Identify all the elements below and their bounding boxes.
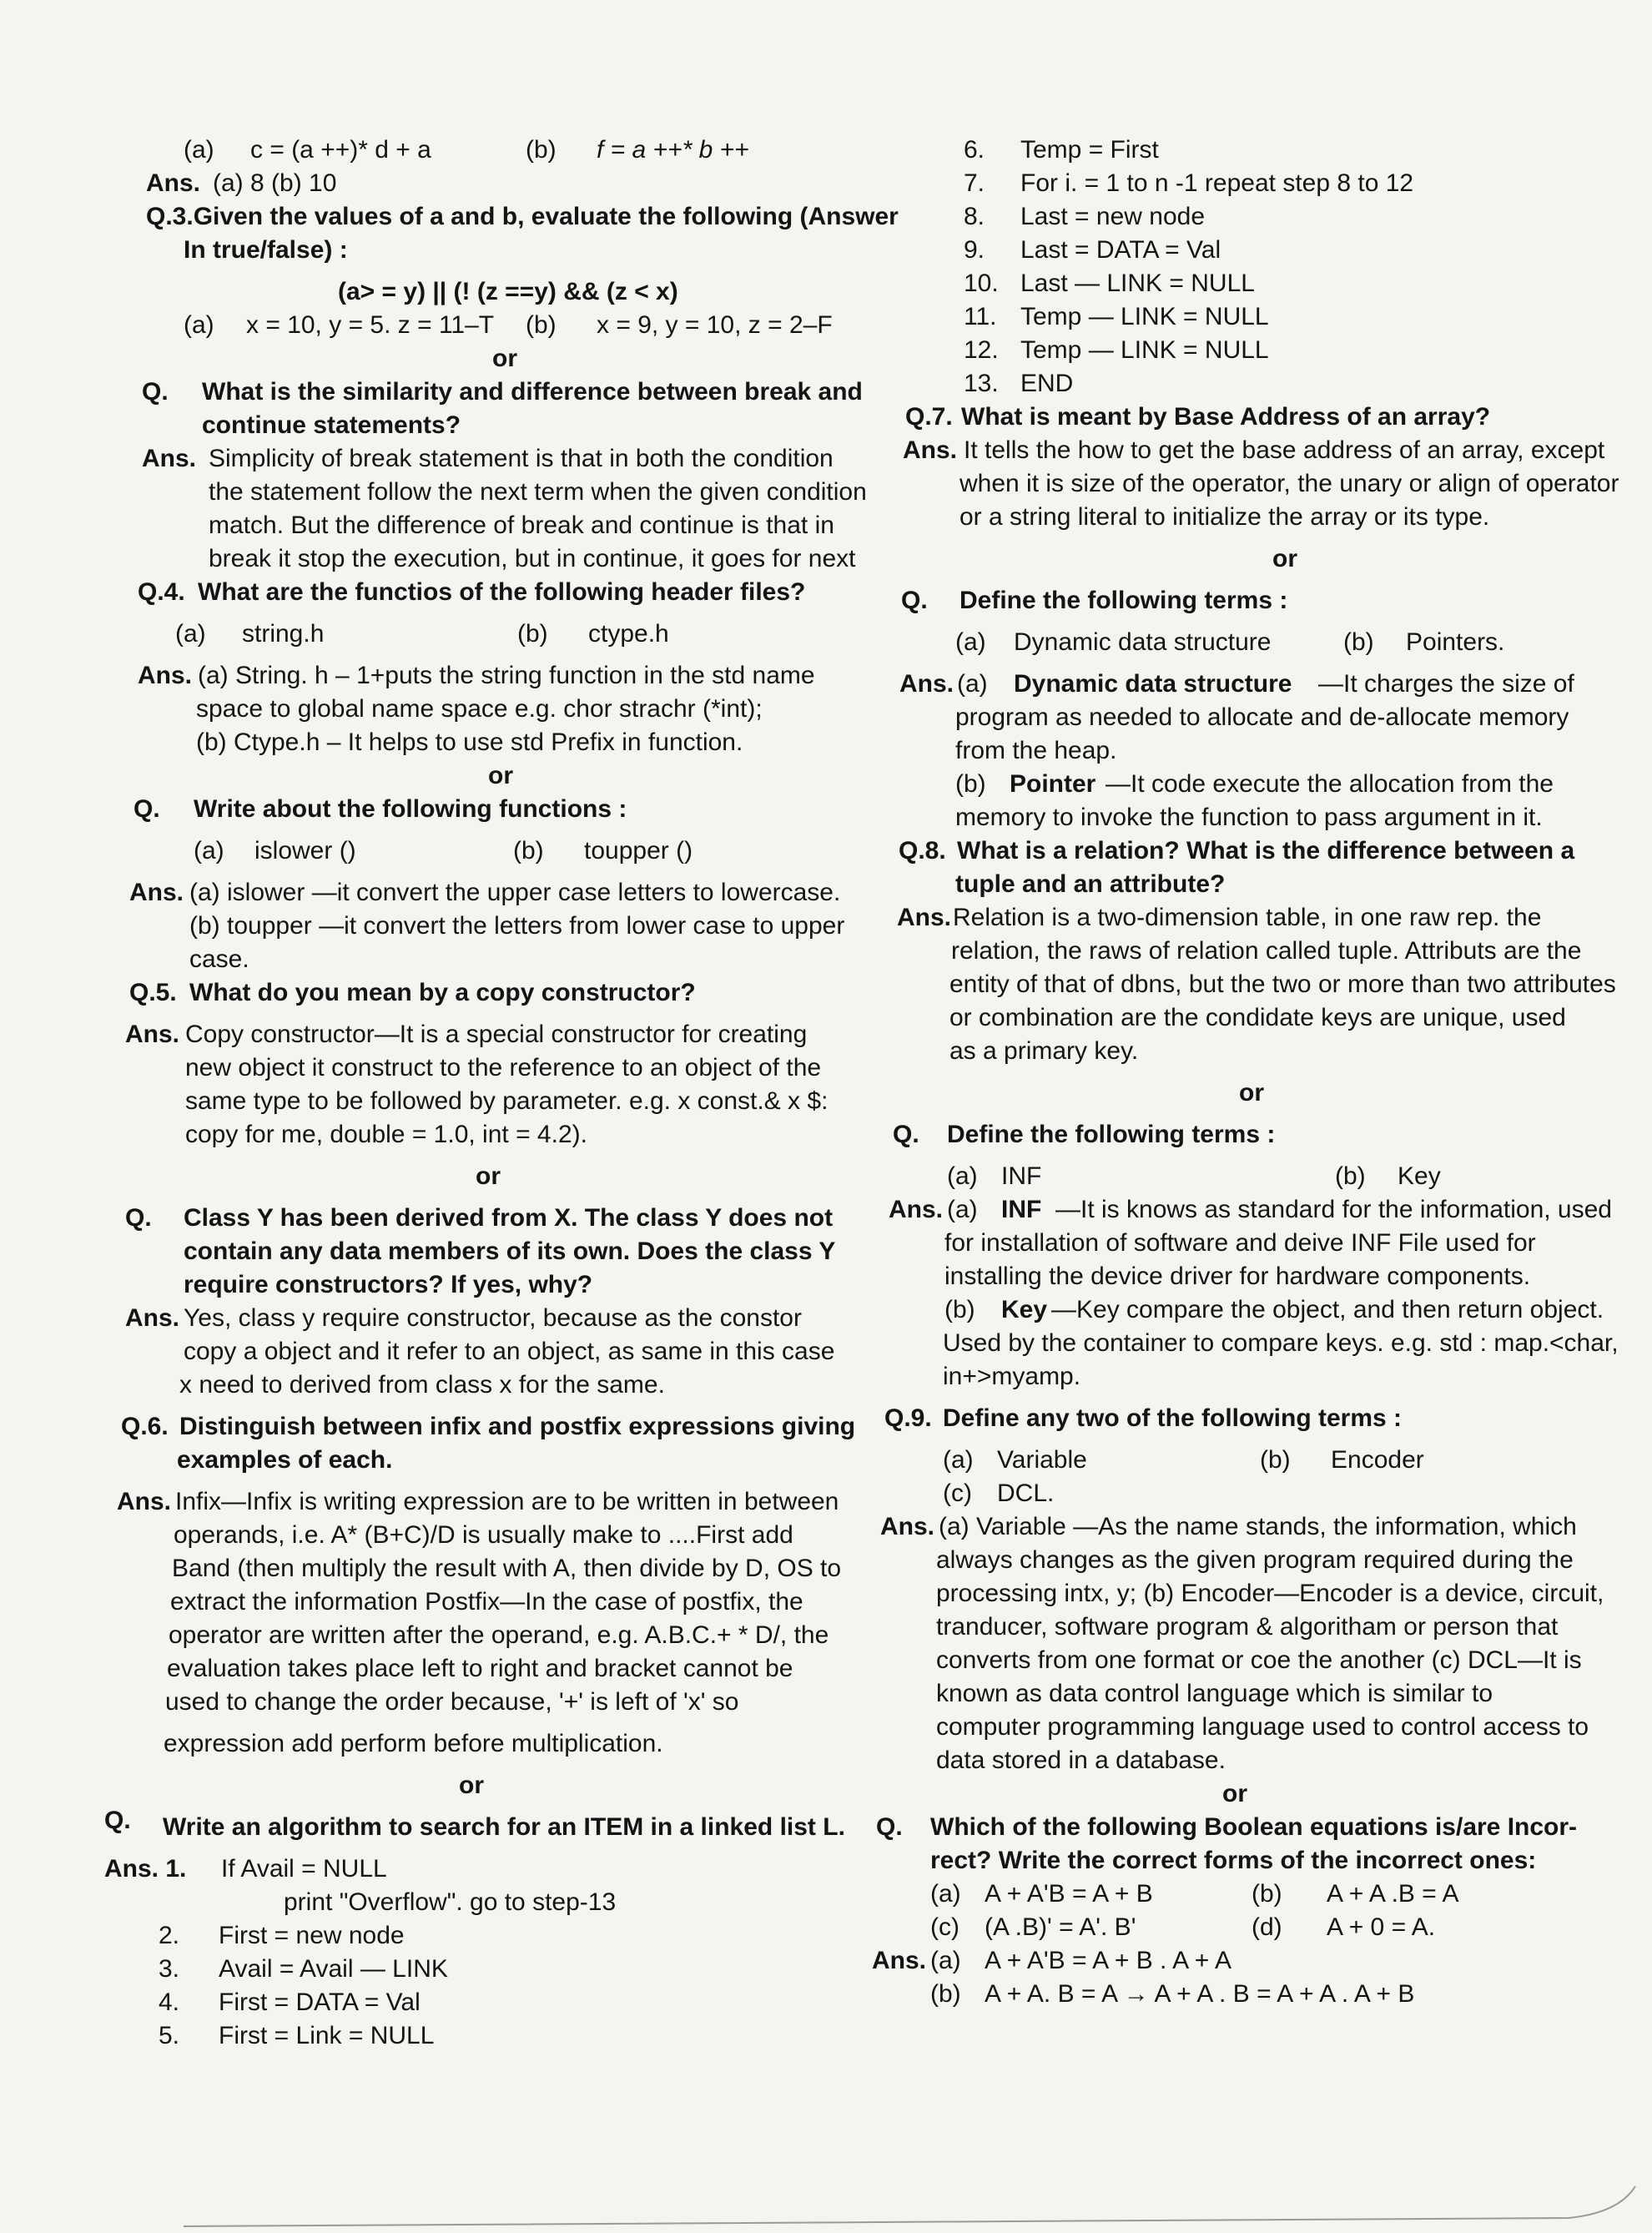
step-text: Temp = First (1020, 136, 1159, 164)
step-text: Last — LINK = NULL (1020, 270, 1255, 297)
step-number: 2. (159, 1922, 180, 1949)
answer-label: Ans. (129, 879, 184, 906)
step-text: For i. = 1 to n -1 repeat step 8 to 12 (1020, 169, 1414, 197)
option-label: (d) (1252, 1913, 1282, 1941)
answer-line (125, 726, 876, 759)
answer-text: (a) Variable —As the name stands, the information, which (939, 1513, 1577, 1540)
question-heading (125, 793, 876, 826)
option-text: x = 9, y = 10, z = 2–F (597, 311, 833, 339)
answer-line (884, 1677, 1619, 1711)
question-heading (125, 976, 876, 1010)
answer-line (880, 1510, 1619, 1544)
option-label: (c) (930, 1913, 959, 1941)
question-text: In true/false) : (184, 236, 348, 264)
question-text: Define any two of the following terms : (943, 1404, 1403, 1432)
step-text: If Avail = NULL (221, 1855, 387, 1883)
algorithm-step (125, 1919, 876, 1953)
answer-label: Ans. (897, 904, 952, 931)
answer-line (872, 1944, 1619, 1978)
answer-line (125, 943, 876, 976)
option-label: (a) (943, 1446, 974, 1474)
question-text: Class Y has been derived from X. The class Y does not (184, 1204, 834, 1232)
answer-line (884, 1577, 1619, 1610)
or-separator: or (492, 345, 517, 372)
step-number: 13. (964, 370, 999, 397)
answer-label: Ans. (142, 445, 197, 472)
question-heading (884, 401, 1619, 434)
question-text: Q.3.Given the values of a and b, evaluate the following (Answer (146, 203, 899, 230)
option-text: Encoder (1331, 1446, 1424, 1474)
question-text: continue statements? (202, 411, 461, 439)
answer-line (125, 910, 876, 943)
step-number: 4. (159, 1989, 180, 2016)
option-text: (A .B)' = A'. B' (985, 1913, 1136, 1941)
option-line (884, 1160, 1619, 1193)
answer-text: It tells the how to get the base address of an array, except (964, 436, 1605, 464)
question-heading (884, 584, 1619, 617)
answer-line (125, 167, 876, 200)
step-number: 10. (964, 270, 999, 297)
answer-text: Simplicity of break statement is that in both the condition (209, 445, 834, 472)
option-line (125, 834, 876, 868)
question-heading (884, 1118, 1619, 1152)
option-line (125, 309, 876, 342)
question-heading (125, 1235, 876, 1268)
answer-text: (a) String. h – 1+puts the string function in the std name (198, 662, 815, 689)
answer-text: new object it construct to the reference to an object of the (185, 1054, 822, 1081)
answer-text: evaluation takes place left to right and bracket cannot be (167, 1655, 793, 1682)
answer-line (884, 1360, 1619, 1394)
question-heading (125, 1202, 876, 1235)
algorithm-step (884, 334, 1619, 367)
answer-text: —It charges the size of (1318, 670, 1574, 698)
answer-line (125, 476, 876, 509)
answer-text: program as needed to allocate and de-allocate memory (955, 703, 1569, 731)
option-text: x = 10, y = 5. z = 11–T (246, 311, 495, 339)
question-heading (884, 834, 1619, 868)
answer-text: Infix—Infix is writing expression are to be written in between (175, 1488, 839, 1515)
option-line (125, 617, 876, 651)
algorithm-step (125, 1886, 876, 1919)
answer-label: Ans. (880, 1513, 935, 1540)
question-heading (104, 1807, 876, 1844)
answer-text: break it stop the execution, but in continue, it goes for next (209, 545, 856, 572)
answer-line (125, 1118, 876, 1152)
option-label: (b) (1343, 628, 1374, 656)
question-label: Q.8. (899, 837, 946, 864)
option-text: INF (1001, 1162, 1042, 1190)
answer-text: in+>myamp. (943, 1363, 1081, 1390)
answer-line (125, 1652, 876, 1686)
answer-line (884, 1610, 1619, 1644)
option-label: (b) (526, 311, 557, 339)
answer-text: as a primary key. (949, 1037, 1139, 1065)
answer-text: Copy constructor—It is a special constructor for creating (185, 1021, 808, 1048)
step-number: 11. (964, 303, 997, 330)
answer-sub-label: (b) (955, 770, 986, 798)
question-text: Which of the following Boolean equations is/are Incor- (930, 1813, 1578, 1841)
option-text: toupper () (584, 837, 693, 864)
option-label: (a) (955, 628, 986, 656)
algorithm-step (884, 134, 1619, 167)
option-text: DCL. (997, 1479, 1055, 1507)
question-label: Q. (133, 795, 160, 823)
step-text: Last = new node (1020, 203, 1206, 230)
step-text: First = DATA = Val (219, 1989, 421, 2016)
answer-text: case. (189, 945, 249, 973)
answer-line (884, 1260, 1619, 1293)
option-label: (a) (175, 620, 206, 648)
option-text: islower () (254, 837, 356, 864)
algorithm-step (125, 1953, 876, 1986)
answer-text: installing the device driver for hardware components. (944, 1263, 1531, 1290)
option-label: (a) (184, 311, 214, 339)
answer-line (884, 734, 1619, 768)
algorithm-step (884, 200, 1619, 234)
answer-label: Ans. (146, 169, 201, 197)
option-text: Pointers. (1406, 628, 1505, 656)
answer-text: processing intx, y; (b) Encoder—Encoder is a device, circuit, (936, 1580, 1604, 1607)
answer-line (125, 876, 876, 910)
question-text: Distinguish between infix and postfix expressions giving (179, 1413, 856, 1440)
answer-label: Ans. (125, 1304, 180, 1332)
question-text: What is the similarity and difference between break and (202, 378, 863, 406)
answer-term: Pointer (1010, 770, 1096, 798)
answer-line (884, 1644, 1619, 1677)
answer-text: computer programming language used to control access to (936, 1713, 1589, 1741)
answer-line (125, 1727, 876, 1761)
answer-text: expression add perform before multiplication. (164, 1730, 663, 1757)
question-heading (884, 1844, 1619, 1878)
answer-text: relation, the raws of relation called tuple. Attributs are the (951, 937, 1582, 965)
option-text: A + A'B = A + B (985, 1880, 1153, 1908)
question-text: What is meant by Base Address of an array? (961, 403, 1491, 431)
answer-line (884, 434, 1619, 467)
answer-line (884, 467, 1619, 501)
option-text: f = a ++* b ++ (597, 136, 749, 164)
answer-sub-label: (b) (944, 1296, 975, 1323)
answer-line (125, 659, 876, 693)
answer-text: A + A. B = A → A + A . B = A + A . A + B (985, 1980, 1415, 2008)
answer-label: Ans. (903, 436, 958, 464)
question-label: Q. (901, 587, 928, 614)
question-text: Define the following terms : (947, 1121, 1276, 1148)
question-label: Q.7. (905, 403, 953, 431)
answer-text: tranducer, software program & algoritham or person that (936, 1613, 1559, 1641)
question-heading (884, 1402, 1619, 1435)
step-number: 5. (159, 2022, 180, 2049)
or-separator: or (459, 1772, 484, 1799)
answer-line (884, 1227, 1619, 1260)
option-label: (b) (526, 136, 557, 164)
algorithm-step (125, 1986, 876, 2019)
step-text: First = new node (219, 1922, 405, 1949)
answer-text: (b) toupper —it convert the letters from lower case to upper (189, 912, 845, 940)
option-text: Key (1398, 1162, 1441, 1190)
option-text: Variable (997, 1446, 1087, 1474)
question-text: Write about the following functions : (194, 795, 627, 823)
question-label: Q. (876, 1813, 903, 1841)
answer-text: Relation is a two-dimension table, in one raw rep. the (953, 904, 1542, 931)
option-text: ctype.h (588, 620, 669, 648)
answer-line (125, 1619, 876, 1652)
step-number: 8. (964, 203, 985, 230)
answer-line (884, 968, 1619, 1001)
step-text: First = Link = NULL (219, 2022, 435, 2049)
page-edge-line (0, 2153, 1652, 2233)
answer-text: always changes as the given program required during the (936, 1546, 1574, 1574)
answer-line (884, 901, 1619, 935)
answer-label: Ans. (872, 1947, 927, 1974)
answer-line (125, 1335, 876, 1369)
option-label: (b) (1260, 1446, 1291, 1474)
option-text: A + 0 = A. (1327, 1913, 1436, 1941)
answer-line (884, 668, 1619, 701)
answer-line (125, 1519, 876, 1552)
or-separator: or (1239, 1079, 1264, 1106)
option-label: (a) (947, 1162, 978, 1190)
answer-text: from the heap. (955, 737, 1117, 764)
answer-text: known as data control language which is similar to (936, 1680, 1493, 1707)
question-heading (125, 1268, 876, 1302)
answer-sub-label: (b) (930, 1980, 961, 2008)
answer-line (125, 1686, 876, 1719)
answer-text: when it is size of the operator, the unary or align of operator (959, 470, 1619, 497)
answer-sub-label: (a) (947, 1196, 978, 1223)
answer-line (884, 935, 1619, 968)
algorithm-step (104, 1852, 876, 1886)
answer-line (884, 1744, 1619, 1777)
answer-text: Yes, class y require constructor, because as the constor (184, 1304, 802, 1332)
question-label: Q.6. (121, 1413, 169, 1440)
algorithm-step (884, 267, 1619, 300)
answer-text: or combination are the condidate keys are unique, used (949, 1004, 1566, 1031)
question-text: contain any data members of its own. Does the class Y (184, 1237, 836, 1265)
answer-label: Ans. (899, 670, 954, 698)
question-label: Q. (142, 378, 169, 406)
step-number: 9. (964, 236, 985, 264)
option-label: (c) (943, 1479, 972, 1507)
algorithm-step (884, 167, 1619, 200)
question-text: Write an algorithm to search for an ITEM in a linked list L. (163, 1813, 845, 1841)
answer-text: —Key compare the object, and then return object. (1051, 1296, 1604, 1323)
answer-text: same type to be followed by parameter. e.g. x const.& x $: (185, 1087, 829, 1115)
question-heading (876, 1811, 1619, 1844)
question-label: Q. (893, 1121, 919, 1148)
answer-label: Ans. (138, 662, 193, 689)
or-separator: or (488, 762, 513, 789)
answer-line (884, 1978, 1619, 2011)
answer-text: operator are written after the operand, e.g. A.B.C.+ * D/, the (169, 1621, 829, 1649)
option-line (884, 1878, 1619, 1911)
answer-line (884, 801, 1619, 834)
question-heading (125, 234, 876, 267)
question-label: Q. (104, 1807, 131, 1834)
question-label: Q.9. (884, 1404, 932, 1432)
question-text: What do you mean by a copy constructor? (189, 979, 696, 1006)
answer-text: copy for me, double = 1.0, int = 4.2). (185, 1121, 587, 1148)
answer-line (884, 701, 1619, 734)
answer-line (125, 693, 876, 726)
step-text: END (1020, 370, 1074, 397)
or-separator: or (1272, 545, 1297, 572)
question-label: Q. (125, 1204, 152, 1232)
question-heading (125, 576, 876, 609)
answer-line (117, 1485, 876, 1519)
question-heading (125, 200, 899, 234)
question-heading (125, 409, 876, 442)
answer-line (884, 1035, 1619, 1068)
step-number: 3. (159, 1955, 180, 1983)
question-text: require constructors? If yes, why? (184, 1271, 593, 1298)
answer-line (125, 1085, 876, 1118)
option-label: (b) (1252, 1880, 1282, 1908)
answer-line (884, 1544, 1619, 1577)
answer-line (125, 542, 876, 576)
step-number: 7. (964, 169, 985, 197)
algorithm-step (125, 2019, 876, 2053)
option-line (125, 134, 876, 167)
answer-text: x need to derived from class x for the same. (179, 1371, 665, 1399)
question-heading (125, 1444, 876, 1477)
step-number: Ans. 1. (104, 1855, 187, 1883)
answer-text: Used by the container to compare keys. e.g. std : map.<char, (943, 1329, 1619, 1357)
answer-line (125, 1302, 876, 1335)
answer-line (884, 1001, 1619, 1035)
answer-line (884, 501, 1619, 534)
step-number: 12. (964, 336, 999, 364)
answer-text: —It is knows as standard for the information, used (1055, 1196, 1612, 1223)
option-label: (b) (513, 837, 544, 864)
answer-line (125, 1369, 876, 1402)
answer-line (884, 768, 1619, 801)
answer-text: extract the information Postfix—In the case of postfix, the (170, 1588, 803, 1616)
option-line (884, 1444, 1619, 1477)
answer-text: memory to invoke the function to pass argument in it. (955, 804, 1543, 831)
answer-label: Ans. (889, 1196, 944, 1223)
answer-label: Ans. (125, 1021, 180, 1048)
step-text: print "Overflow". go to step-13 (284, 1888, 617, 1916)
step-text: Last = DATA = Val (1020, 236, 1221, 264)
algorithm-step (884, 234, 1619, 267)
question-text: Define the following terms : (959, 587, 1288, 614)
question-text: What is a relation? What is the difference between a (957, 837, 1575, 864)
answer-term: Key (1001, 1296, 1048, 1323)
step-text: Avail = Avail — LINK (219, 1955, 448, 1983)
option-line (884, 1477, 1619, 1510)
option-label: (a) (930, 1880, 961, 1908)
option-label: (a) (194, 837, 224, 864)
option-text: A + A .B = A (1327, 1880, 1459, 1908)
question-heading (121, 1410, 876, 1444)
answer-text: space to global name space e.g. chor strachr (*int); (196, 695, 763, 723)
option-label: (b) (517, 620, 548, 648)
expression-text: (a> = y) || (! (z ==y) && (z < x) (338, 278, 678, 305)
question-label: Q.5. (129, 979, 177, 1006)
answer-line (884, 1293, 1619, 1327)
question-label: Q.4. (138, 578, 185, 606)
answer-line (884, 1193, 1619, 1227)
or-separator: or (1222, 1780, 1247, 1807)
answer-label: Ans. (117, 1488, 172, 1515)
option-label: (b) (1335, 1162, 1366, 1190)
question-text: examples of each. (177, 1446, 393, 1474)
answer-sub-label: (a) (930, 1947, 961, 1974)
answer-text: (a) islower —it convert the upper case letters to lowercase. (189, 879, 841, 906)
option-line (884, 626, 1619, 659)
left-column (104, 134, 899, 2053)
question-text: tuple and an attribute? (955, 870, 1226, 898)
answer-line (884, 1711, 1619, 1744)
step-text: Temp — LINK = NULL (1020, 336, 1269, 364)
option-text: string.h (242, 620, 325, 648)
answer-text: used to change the order because, '+' is left of 'x' so (165, 1688, 739, 1716)
answer-line (125, 1018, 876, 1051)
answer-text: —It code execute the allocation from the (1106, 770, 1554, 798)
option-text: Dynamic data structure (1014, 628, 1272, 656)
answer-line (125, 509, 876, 542)
step-text: Temp — LINK = NULL (1020, 303, 1269, 330)
option-label: (a) (184, 136, 214, 164)
option-line (884, 1911, 1619, 1944)
expression-line (125, 275, 876, 309)
answer-text: for installation of software and deive INF File used for (944, 1229, 1536, 1257)
question-text: rect? Write the correct forms of the incorrect ones: (930, 1847, 1537, 1874)
answer-text: the statement follow the next term when the given condition (209, 478, 867, 506)
answer-term: INF (1001, 1196, 1042, 1223)
answer-line (125, 1051, 876, 1085)
question-heading (884, 868, 1619, 901)
answer-text: or a string literal to initialize the array or its type. (959, 503, 1490, 531)
or-separator: or (476, 1162, 501, 1190)
answer-line (125, 1552, 876, 1585)
answer-line (125, 1585, 876, 1619)
answer-text: Band (then multiply the result with A, then divide by D, OS to (172, 1555, 842, 1582)
answer-text: converts from one format or coe the another (c) DCL—It is (936, 1646, 1582, 1674)
answer-text: copy a object and it refer to an object, as same in this case (184, 1338, 835, 1365)
answer-text: A + A'B = A + B . A + A (985, 1947, 1231, 1974)
answer-text: entity of that of dbns, but the two or more than two attributes (949, 970, 1616, 998)
answer-text: operands, i.e. A* (B+C)/D is usually make to ....First add (174, 1521, 793, 1549)
answer-term: Dynamic data structure (1014, 670, 1292, 698)
answer-line (884, 1327, 1619, 1360)
answer-text: data stored in a database. (936, 1747, 1226, 1774)
question-text: What are the functios of the following header files? (198, 578, 806, 606)
answer-text: match. But the difference of break and continue is that in (209, 512, 834, 539)
step-number: 6. (964, 136, 985, 164)
algorithm-step (884, 367, 1619, 401)
question-heading (125, 376, 876, 409)
answer-text: (b) Ctype.h – It helps to use std Prefix in function. (196, 728, 743, 756)
answer-sub-label: (a) (957, 670, 988, 698)
answer-line (125, 442, 876, 476)
option-text: c = (a ++)* d + a (250, 136, 431, 164)
algorithm-step (884, 300, 1619, 334)
answer-text: (a) 8 (b) 10 (213, 169, 337, 197)
right-column (872, 134, 1619, 2011)
